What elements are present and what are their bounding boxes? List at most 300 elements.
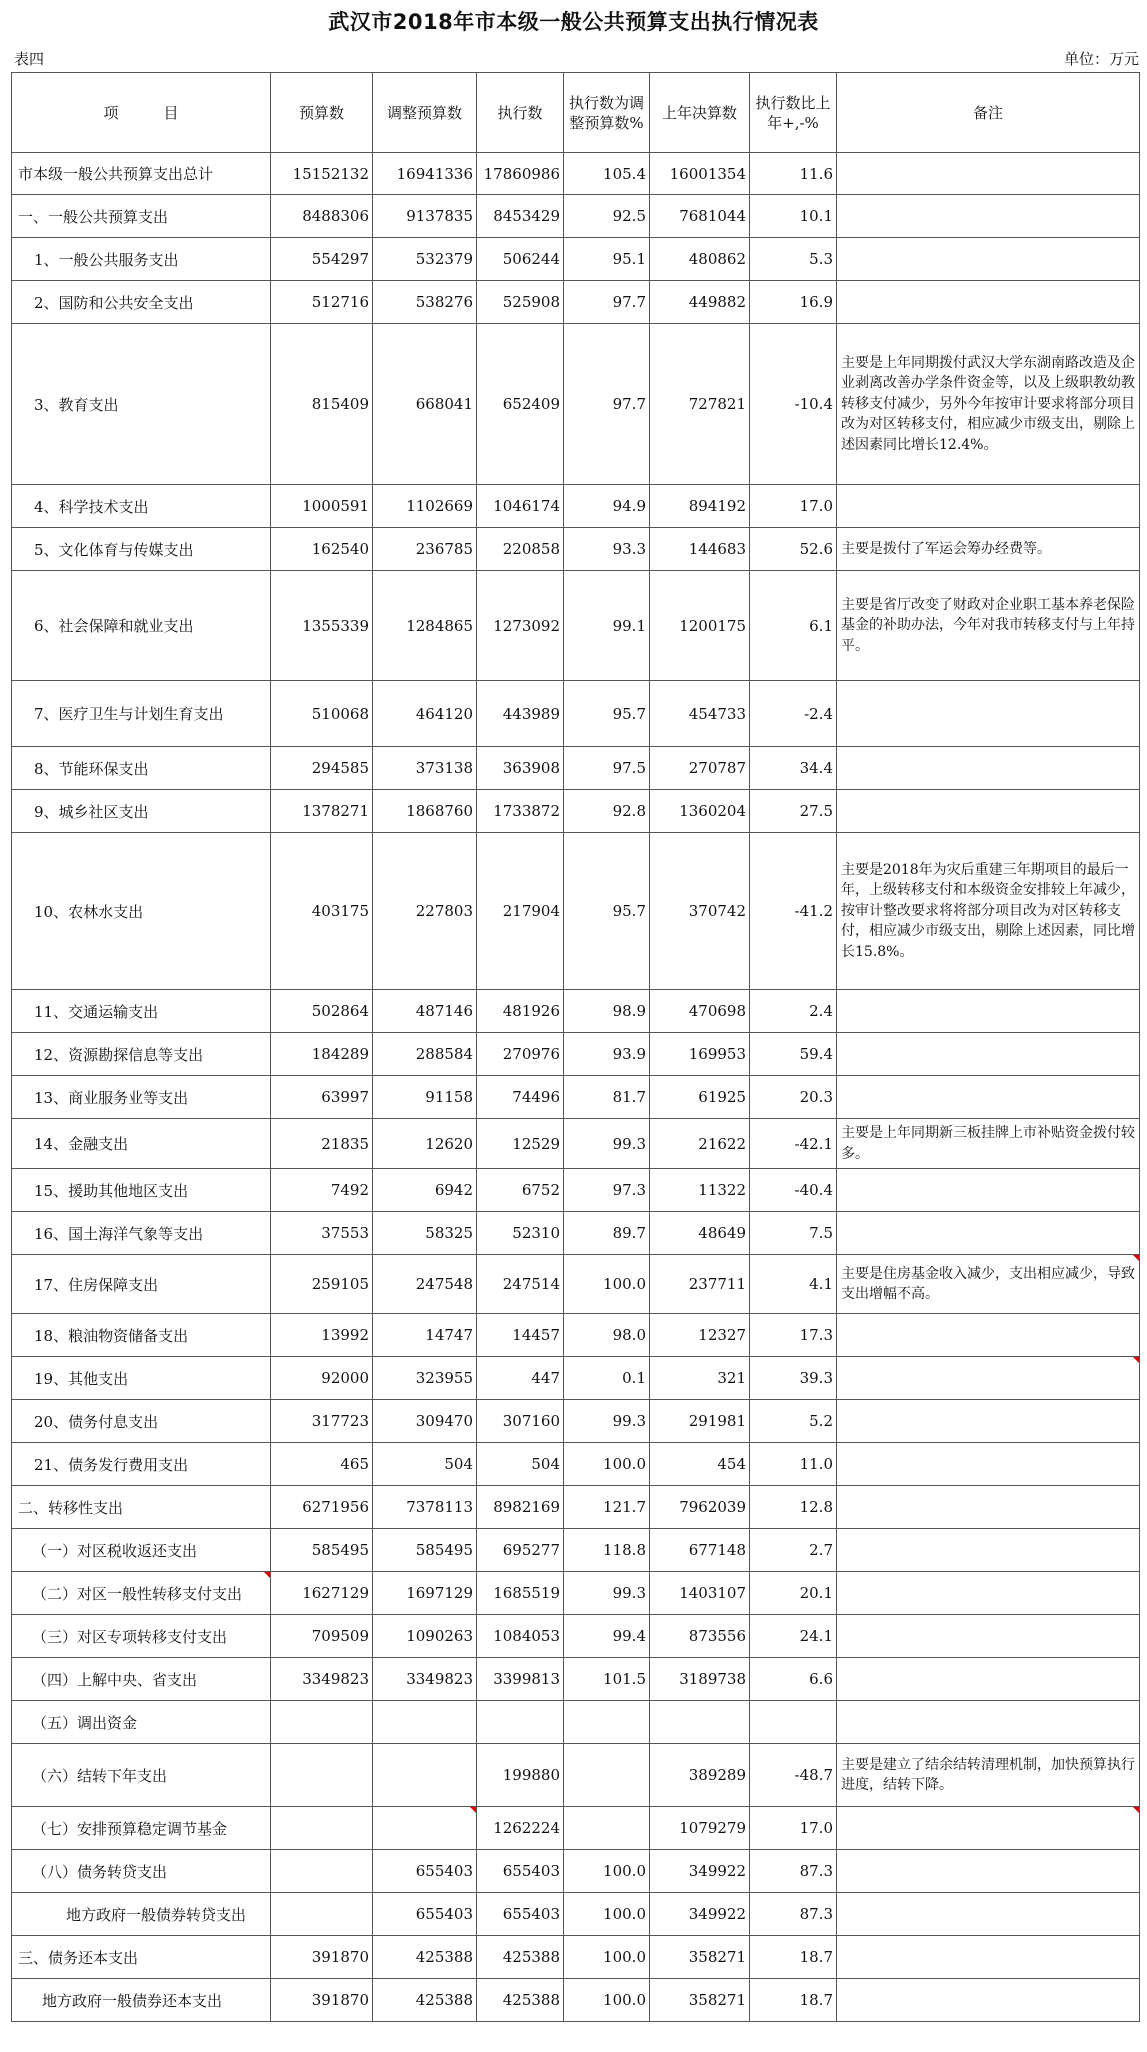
executed-cell: 8982169 (477, 1486, 564, 1529)
pct-cell: 99.4 (564, 1615, 650, 1658)
last-cell: 349922 (650, 1893, 750, 1936)
executed-cell: 652409 (477, 324, 564, 485)
table-row (12, 324, 1140, 485)
note-cell (837, 681, 1140, 747)
pct-cell: 100.0 (564, 1893, 650, 1936)
note-cell (837, 1212, 1140, 1255)
last-cell: 21622 (650, 1119, 750, 1169)
last-cell: 1360204 (650, 790, 750, 833)
table-row (12, 1701, 1140, 1744)
note-cell (837, 1357, 1140, 1400)
last-cell: 480862 (650, 238, 750, 281)
pct-cell: 93.3 (564, 528, 650, 571)
item-name-cell: 13、商业服务业等支出 (12, 1076, 271, 1119)
pct-cell: 94.9 (564, 485, 650, 528)
adjusted-cell: 373138 (373, 747, 477, 790)
table-row (12, 1169, 1140, 1212)
note-cell (837, 1486, 1140, 1529)
adjusted-cell: 323955 (373, 1357, 477, 1400)
change-cell: 11.0 (750, 1443, 837, 1486)
executed-cell: 655403 (477, 1893, 564, 1936)
last-cell: 12327 (650, 1314, 750, 1357)
item-name-cell: 15、援助其他地区支出 (12, 1169, 271, 1212)
item-name-cell: 6、社会保障和就业支出 (12, 571, 271, 681)
item-name-cell: 12、资源勘探信息等支出 (12, 1033, 271, 1076)
pct-cell: 100.0 (564, 1979, 650, 2022)
pct-cell: 97.7 (564, 324, 650, 485)
item-name-cell: （四）上解中央、省支出 (12, 1658, 271, 1701)
table-row (12, 833, 1140, 990)
last-cell: 144683 (650, 528, 750, 571)
item-name-cell: 市本级一般公共预算支出总计 (12, 153, 271, 195)
item-name-cell: （八）债务转贷支出 (12, 1850, 271, 1893)
change-cell: 2.4 (750, 990, 837, 1033)
item-name-cell: 地方政府一般债券还本支出 (12, 1979, 271, 2022)
header-executed: 执行数 (477, 73, 564, 153)
executed-cell: 52310 (477, 1212, 564, 1255)
executed-cell: 3399813 (477, 1658, 564, 1701)
change-cell: -40.4 (750, 1169, 837, 1212)
change-cell: 11.6 (750, 153, 837, 195)
change-cell: 20.3 (750, 1076, 837, 1119)
last-cell: 1403107 (650, 1572, 750, 1615)
adjusted-cell: 1697129 (373, 1572, 477, 1615)
table-row (12, 747, 1140, 790)
last-cell: 677148 (650, 1529, 750, 1572)
pct-cell: 121.7 (564, 1486, 650, 1529)
budget-cell: 259105 (271, 1255, 373, 1314)
change-cell: 6.1 (750, 571, 837, 681)
item-name-cell: 20、债务付息支出 (12, 1400, 271, 1443)
executed-cell: 504 (477, 1443, 564, 1486)
table-row (12, 1658, 1140, 1701)
budget-cell: 391870 (271, 1936, 373, 1979)
pct-cell: 98.9 (564, 990, 650, 1033)
item-name-cell: 5、文化体育与传媒支出 (12, 528, 271, 571)
adjusted-cell: 538276 (373, 281, 477, 324)
note-cell: 主要是2018年为灾后重建三年期项目的最后一年，上级转移支付和本级资金安排较上年减少，按审计整改要求将将部分项目改为对区转移支付，相应减少市级支出，剔除上述因素，同比增长15.8%。 (837, 833, 1140, 990)
last-cell: 61925 (650, 1076, 750, 1119)
item-name-cell: 4、科学技术支出 (12, 485, 271, 528)
pct-cell: 100.0 (564, 1255, 650, 1314)
pct-cell: 95.7 (564, 833, 650, 990)
budget-cell: 1000591 (271, 485, 373, 528)
last-cell (650, 1701, 750, 1744)
adjusted-cell: 504 (373, 1443, 477, 1486)
header-note: 备注 (837, 73, 1140, 153)
item-name-cell: （一）对区税收返还支出 (12, 1529, 271, 1572)
header-row (12, 73, 1140, 153)
note-cell (837, 1314, 1140, 1357)
pct-cell: 97.3 (564, 1169, 650, 1212)
adjusted-cell: 309470 (373, 1400, 477, 1443)
note-cell (837, 1936, 1140, 1979)
item-name-cell: 16、国土海洋气象等支出 (12, 1212, 271, 1255)
table-row (12, 485, 1140, 528)
note-cell (837, 195, 1140, 238)
adjusted-cell: 12620 (373, 1119, 477, 1169)
item-name-cell: （三）对区专项转移支付支出 (12, 1615, 271, 1658)
executed-cell: 6752 (477, 1169, 564, 1212)
budget-cell: 512716 (271, 281, 373, 324)
adjusted-cell: 288584 (373, 1033, 477, 1076)
table-row (12, 1314, 1140, 1357)
executed-cell (477, 1701, 564, 1744)
note-cell: 主要是拨付了军运会筹办经费等。 (837, 528, 1140, 571)
note-cell (837, 1033, 1140, 1076)
executed-cell: 217904 (477, 833, 564, 990)
adjusted-cell: 464120 (373, 681, 477, 747)
note-cell (837, 1979, 1140, 2022)
table-row (12, 1486, 1140, 1529)
executed-cell: 655403 (477, 1850, 564, 1893)
adjusted-cell (373, 1744, 477, 1807)
item-name-cell: 10、农林水支出 (12, 833, 271, 990)
header-change: 执行数比上年+,-% (750, 73, 837, 153)
item-name-cell: 1、一般公共服务支出 (12, 238, 271, 281)
change-cell: 20.1 (750, 1572, 837, 1615)
change-cell: 12.8 (750, 1486, 837, 1529)
executed-cell: 481926 (477, 990, 564, 1033)
table-row (12, 1033, 1140, 1076)
executed-cell: 525908 (477, 281, 564, 324)
budget-cell: 7492 (271, 1169, 373, 1212)
adjusted-cell: 236785 (373, 528, 477, 571)
last-cell: 48649 (650, 1212, 750, 1255)
executed-cell: 247514 (477, 1255, 564, 1314)
table-row (12, 681, 1140, 747)
budget-cell: 162540 (271, 528, 373, 571)
executed-cell: 199880 (477, 1744, 564, 1807)
note-cell: 主要是住房基金收入减少，支出相应减少，导致支出增幅不高。 (837, 1255, 1140, 1314)
pct-cell: 92.5 (564, 195, 650, 238)
budget-cell (271, 1893, 373, 1936)
pct-cell: 93.9 (564, 1033, 650, 1076)
change-cell: 17.0 (750, 1807, 837, 1850)
last-cell: 389289 (650, 1744, 750, 1807)
pct-cell: 0.1 (564, 1357, 650, 1400)
pct-cell: 105.4 (564, 153, 650, 195)
item-name-cell: 9、城乡社区支出 (12, 790, 271, 833)
last-cell: 237711 (650, 1255, 750, 1314)
note-cell (837, 1076, 1140, 1119)
budget-cell: 15152132 (271, 153, 373, 195)
last-cell: 454 (650, 1443, 750, 1486)
executed-cell: 425388 (477, 1936, 564, 1979)
note-cell (837, 1658, 1140, 1701)
pct-cell: 100.0 (564, 1850, 650, 1893)
budget-cell: 184289 (271, 1033, 373, 1076)
adjusted-cell: 655403 (373, 1850, 477, 1893)
expenditure-table (11, 72, 1140, 2022)
pct-cell: 81.7 (564, 1076, 650, 1119)
budget-cell: 3349823 (271, 1658, 373, 1701)
item-name-cell: 17、住房保障支出 (12, 1255, 271, 1314)
adjusted-cell: 1284865 (373, 571, 477, 681)
budget-cell (271, 1807, 373, 1850)
budget-cell: 21835 (271, 1119, 373, 1169)
item-name-cell: （二）对区一般性转移支付支出 (12, 1572, 271, 1615)
note-cell (837, 1893, 1140, 1936)
budget-cell: 815409 (271, 324, 373, 485)
budget-cell: 1627129 (271, 1572, 373, 1615)
note-cell: 主要是建立了结余结转清理机制，加快预算执行进度，结转下降。 (837, 1744, 1140, 1807)
change-cell: 16.9 (750, 281, 837, 324)
pct-cell: 95.1 (564, 238, 650, 281)
budget-cell: 37553 (271, 1212, 373, 1255)
header-last-year: 上年决算数 (650, 73, 750, 153)
note-cell (837, 747, 1140, 790)
change-cell: 6.6 (750, 1658, 837, 1701)
budget-cell: 391870 (271, 1979, 373, 2022)
table-row (12, 1850, 1140, 1893)
budget-cell: 554297 (271, 238, 373, 281)
change-cell: -10.4 (750, 324, 837, 485)
item-name-cell: 11、交通运输支出 (12, 990, 271, 1033)
last-cell: 454733 (650, 681, 750, 747)
last-cell: 3189738 (650, 1658, 750, 1701)
page-title: 武汉市2018年市本级一般公共预算支出执行情况表 (328, 10, 819, 34)
table-row (12, 1400, 1140, 1443)
note-cell (837, 1807, 1140, 1850)
item-name-cell: 19、其他支出 (12, 1357, 271, 1400)
note-cell (837, 1400, 1140, 1443)
adjusted-cell: 655403 (373, 1893, 477, 1936)
note-cell: 主要是省厅改变了财政对企业职工基本养老保险基金的补助办法，今年对我市转移支付与上年持平。 (837, 571, 1140, 681)
item-name-cell: 18、粮油物资储备支出 (12, 1314, 271, 1357)
pct-cell (564, 1701, 650, 1744)
note-cell (837, 1615, 1140, 1658)
header-item: 项 目 (12, 73, 271, 153)
budget-cell: 502864 (271, 990, 373, 1033)
change-cell: 24.1 (750, 1615, 837, 1658)
budget-cell (271, 1744, 373, 1807)
change-cell: 59.4 (750, 1033, 837, 1076)
table-row (12, 238, 1140, 281)
budget-cell: 585495 (271, 1529, 373, 1572)
pct-cell: 101.5 (564, 1658, 650, 1701)
budget-cell: 8488306 (271, 195, 373, 238)
note-cell (837, 790, 1140, 833)
pct-cell: 99.3 (564, 1119, 650, 1169)
change-cell: 2.7 (750, 1529, 837, 1572)
note-cell (837, 238, 1140, 281)
adjusted-cell: 585495 (373, 1529, 477, 1572)
budget-cell: 510068 (271, 681, 373, 747)
item-name-cell: （六）结转下年支出 (12, 1744, 271, 1807)
note-cell (837, 1850, 1140, 1893)
pct-cell: 97.5 (564, 747, 650, 790)
adjusted-cell: 58325 (373, 1212, 477, 1255)
table-row (12, 195, 1140, 238)
change-cell: 7.5 (750, 1212, 837, 1255)
last-cell: 16001354 (650, 153, 750, 195)
executed-cell: 1733872 (477, 790, 564, 833)
note-cell: 主要是上年同期拨付武汉大学东湖南路改造及企业剥离改善办学条件资金等，以及上级职教幼教转移支付减少，另外今年按审计要求将部分项目改为对区转移支付，相应减少市级支出，剔除上述因素同比增长12.4%。 (837, 324, 1140, 485)
last-cell: 349922 (650, 1850, 750, 1893)
executed-cell: 14457 (477, 1314, 564, 1357)
pct-cell: 118.8 (564, 1529, 650, 1572)
executed-cell: 1084053 (477, 1615, 564, 1658)
change-cell: 5.3 (750, 238, 837, 281)
adjusted-cell: 7378113 (373, 1486, 477, 1529)
change-cell: 4.1 (750, 1255, 837, 1314)
pct-cell: 99.1 (564, 571, 650, 681)
adjusted-cell: 532379 (373, 238, 477, 281)
change-cell: 10.1 (750, 195, 837, 238)
last-cell: 873556 (650, 1615, 750, 1658)
note-cell: 主要是上年同期新三板挂牌上市补贴资金拨付较多。 (837, 1119, 1140, 1169)
executed-cell: 270976 (477, 1033, 564, 1076)
budget-cell: 294585 (271, 747, 373, 790)
adjusted-cell: 1102669 (373, 485, 477, 528)
budget-cell: 317723 (271, 1400, 373, 1443)
item-name-cell: 二、转移性支出 (12, 1486, 271, 1529)
last-cell: 358271 (650, 1979, 750, 2022)
note-cell (837, 1443, 1140, 1486)
table-row (12, 1572, 1140, 1615)
table-row (12, 571, 1140, 681)
adjusted-cell: 91158 (373, 1076, 477, 1119)
item-name-cell: 2、国防和公共安全支出 (12, 281, 271, 324)
table-row (12, 1529, 1140, 1572)
adjusted-cell: 425388 (373, 1936, 477, 1979)
adjusted-cell (373, 1807, 477, 1850)
pct-cell: 97.7 (564, 281, 650, 324)
adjusted-cell: 1868760 (373, 790, 477, 833)
adjusted-cell: 14747 (373, 1314, 477, 1357)
item-name-cell: 14、金融支出 (12, 1119, 271, 1169)
budget-cell: 403175 (271, 833, 373, 990)
change-cell: 18.7 (750, 1979, 837, 2022)
executed-cell: 17860986 (477, 153, 564, 195)
table-row (12, 528, 1140, 571)
adjusted-cell: 227803 (373, 833, 477, 990)
executed-cell: 1046174 (477, 485, 564, 528)
budget-cell (271, 1701, 373, 1744)
last-cell: 1079279 (650, 1807, 750, 1850)
table-row (12, 1357, 1140, 1400)
adjusted-cell: 247548 (373, 1255, 477, 1314)
adjusted-cell: 16941336 (373, 153, 477, 195)
table-row (12, 1255, 1140, 1314)
note-cell (837, 485, 1140, 528)
pct-cell (564, 1807, 650, 1850)
last-cell: 270787 (650, 747, 750, 790)
item-name-cell: 3、教育支出 (12, 324, 271, 485)
pct-cell: 89.7 (564, 1212, 650, 1255)
executed-cell: 1262224 (477, 1807, 564, 1850)
item-name-cell: 三、债务还本支出 (12, 1936, 271, 1979)
change-cell: -41.2 (750, 833, 837, 990)
executed-cell: 425388 (477, 1979, 564, 2022)
budget-cell: 709509 (271, 1615, 373, 1658)
last-cell: 291981 (650, 1400, 750, 1443)
item-name-cell: 地方政府一般债券转贷支出 (12, 1893, 271, 1936)
last-cell: 7962039 (650, 1486, 750, 1529)
table-number: 表四 (14, 50, 45, 68)
executed-cell: 1685519 (477, 1572, 564, 1615)
budget-cell: 465 (271, 1443, 373, 1486)
budget-cell: 63997 (271, 1076, 373, 1119)
executed-cell: 1273092 (477, 571, 564, 681)
pct-cell: 95.7 (564, 681, 650, 747)
header-budget: 预算数 (271, 73, 373, 153)
item-name-cell: （七）安排预算稳定调节基金 (12, 1807, 271, 1850)
change-cell: 39.3 (750, 1357, 837, 1400)
budget-cell: 1378271 (271, 790, 373, 833)
table-row (12, 281, 1140, 324)
adjusted-cell: 3349823 (373, 1658, 477, 1701)
last-cell: 470698 (650, 990, 750, 1033)
executed-cell: 74496 (477, 1076, 564, 1119)
header-pct-adjusted: 执行数为调整预算数% (564, 73, 650, 153)
table-row (12, 1979, 1140, 2022)
pct-cell: 99.3 (564, 1572, 650, 1615)
change-cell: 27.5 (750, 790, 837, 833)
change-cell: 87.3 (750, 1893, 837, 1936)
last-cell: 11322 (650, 1169, 750, 1212)
table-row (12, 1443, 1140, 1486)
header-adjusted: 调整预算数 (373, 73, 477, 153)
executed-cell: 307160 (477, 1400, 564, 1443)
change-cell: 18.7 (750, 1936, 837, 1979)
budget-cell: 92000 (271, 1357, 373, 1400)
table-row (12, 1893, 1140, 1936)
table-row (12, 1076, 1140, 1119)
budget-cell (271, 1850, 373, 1893)
last-cell: 358271 (650, 1936, 750, 1979)
table-row (12, 153, 1140, 195)
unit-label: 单位：万元 (1063, 50, 1139, 68)
adjusted-cell: 6942 (373, 1169, 477, 1212)
item-name-cell: 21、债务发行费用支出 (12, 1443, 271, 1486)
item-name-cell: 8、节能环保支出 (12, 747, 271, 790)
change-cell: 17.3 (750, 1314, 837, 1357)
item-name-cell: 7、医疗卫生与计划生育支出 (12, 681, 271, 747)
note-cell (837, 1529, 1140, 1572)
change-cell: 34.4 (750, 747, 837, 790)
pct-cell: 92.8 (564, 790, 650, 833)
adjusted-cell: 668041 (373, 324, 477, 485)
executed-cell: 363908 (477, 747, 564, 790)
change-cell: 87.3 (750, 1850, 837, 1893)
note-cell (837, 153, 1140, 195)
change-cell: 17.0 (750, 485, 837, 528)
change-cell: -48.7 (750, 1744, 837, 1807)
adjusted-cell: 1090263 (373, 1615, 477, 1658)
note-cell (837, 1169, 1140, 1212)
item-name-cell: 一、一般公共预算支出 (12, 195, 271, 238)
table-body (12, 153, 1140, 2022)
last-cell: 894192 (650, 485, 750, 528)
pct-cell: 98.0 (564, 1314, 650, 1357)
table-row (12, 1936, 1140, 1979)
executed-cell: 695277 (477, 1529, 564, 1572)
table-row (12, 1615, 1140, 1658)
budget-cell: 6271956 (271, 1486, 373, 1529)
adjusted-cell (373, 1701, 477, 1744)
budget-cell: 1355339 (271, 571, 373, 681)
last-cell: 321 (650, 1357, 750, 1400)
executed-cell: 443989 (477, 681, 564, 747)
executed-cell: 220858 (477, 528, 564, 571)
pct-cell: 99.3 (564, 1400, 650, 1443)
table-row (12, 1212, 1140, 1255)
item-name-cell: （五）调出资金 (12, 1701, 271, 1744)
executed-cell: 447 (477, 1357, 564, 1400)
last-cell: 449882 (650, 281, 750, 324)
